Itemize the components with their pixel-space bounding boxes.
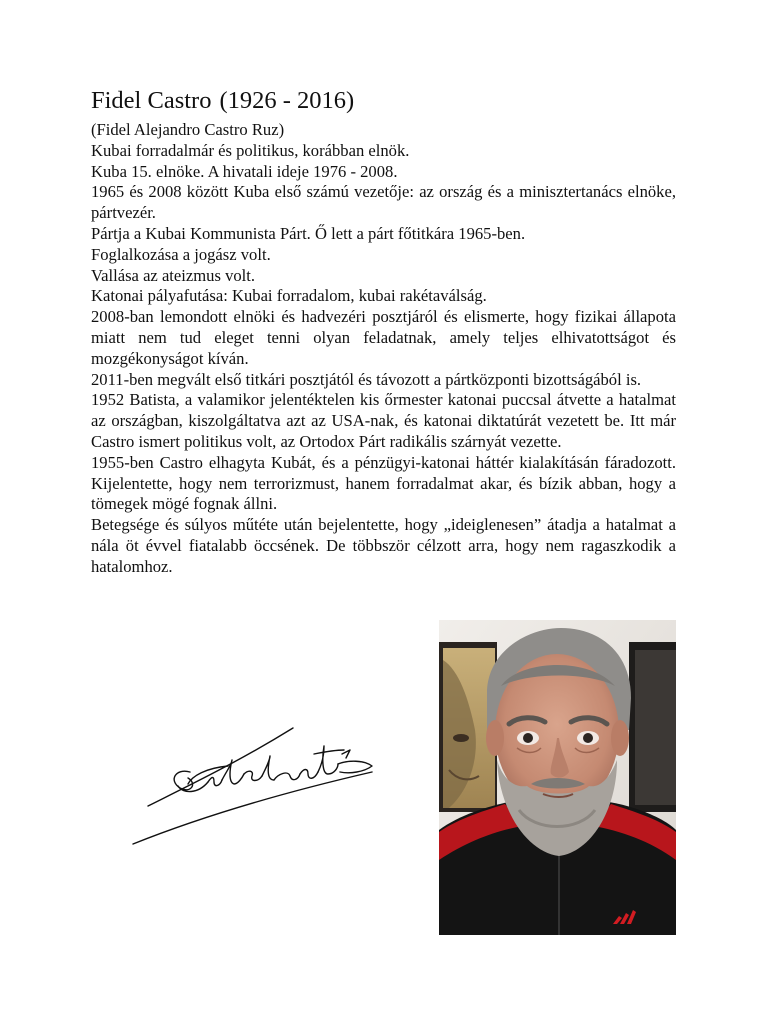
paragraph-illness: Betegsége és súlyos műtéte után bejelentette, hogy „ideiglenesen” átadja a hatalmat a nála öt évvel fiatalabb öccsének. De többször célzott arra, hogy nem ragaszkodik a hatalomhoz. bbox=[91, 515, 676, 576]
title-name: Fidel Castro bbox=[91, 87, 212, 114]
title-dates: (1926 - 2016) bbox=[219, 87, 355, 114]
paragraph-party: Pártja a Kubai Kommunista Párt. Ő lett a párt főtitkára 1965-ben. bbox=[91, 223, 526, 243]
paragraph-exile-1955: 1955-ben Castro elhagyta Kubát, és a pénzügyi-katonai háttér kialakításán fáradozott. Kijelentette, hogy nem terrorizmust, hanem forradalmat akar, és bízik abban, hogy a tömegek mögé fognak állni. bbox=[91, 452, 676, 514]
document-body bbox=[91, 82, 676, 578]
paragraph-military: Katonai pályafutása: Kubai forradalom, kubai rakétaválság. bbox=[91, 286, 487, 306]
description-line: Kubai forradalmár és politikus, korábban elnök. bbox=[91, 140, 410, 160]
paragraph-resignation-2008: 2008-ban lemondott elnöki és hadvezéri posztjáról és elismerte, hogy fizikai állapota miatt nem tud eleget tenni olyan feladatnak, amely teljes elhivatottságot és mozgékonyságot kíván. bbox=[91, 307, 676, 368]
paragraph-religion: Vallása az ateizmus volt. bbox=[91, 265, 256, 285]
full-name-line: (Fidel Alejandro Castro Ruz) bbox=[91, 120, 285, 139]
portrait-photo bbox=[439, 620, 676, 935]
page-title bbox=[91, 82, 676, 120]
paragraph-occupation: Foglalkozása a jogász volt. bbox=[91, 244, 271, 264]
signature-image bbox=[128, 724, 378, 846]
paragraph-batista-1952: 1952 Batista, a valamikor jelentéktelen kis őrmester katonai puccsal átvette a hatalmat az országban, kiszolgáltatva azt az USA-nak, és katonai diktatúrát vezetett be. Itt már Castro ismert politikus volt, az Ortodox Párt radikális szárnyát vezette. bbox=[91, 390, 676, 451]
presidency-line: Kuba 15. elnöke. A hivatali ideje 1976 - 2008. bbox=[91, 161, 398, 181]
paragraph-leader: 1965 és 2008 között Kuba első számú vezetője: az ország és a minisztertanács elnöke, pártvezér. bbox=[91, 182, 676, 223]
paragraph-resignation-2011: 2011-ben megvált első titkári posztjától és távozott a pártközponti bizottságából is. bbox=[91, 369, 642, 389]
